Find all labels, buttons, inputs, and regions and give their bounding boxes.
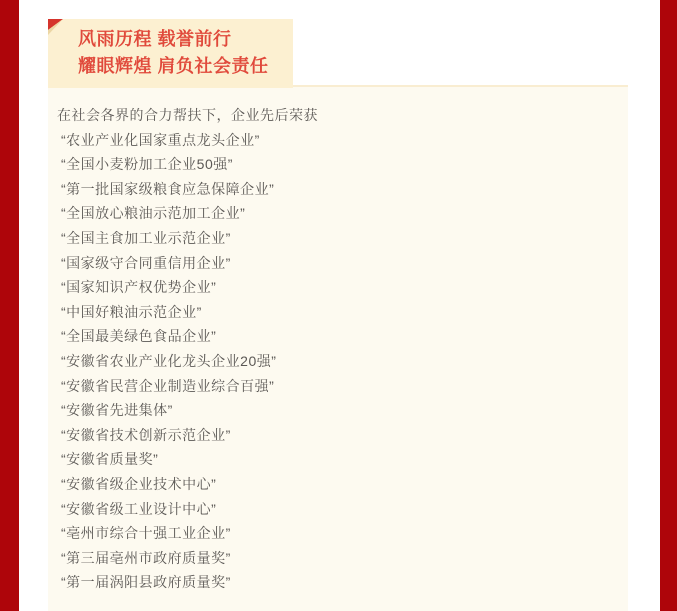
honor-item: “全国最美绿色食品企业” [61,328,217,345]
honor-item: “安徽省级企业技术中心” [61,475,217,492]
honor-item: “亳州市综合十强工业企业” [61,525,231,542]
section-header-banner [48,19,293,88]
honor-item: “第三届亳州市政府质量奖” [61,549,231,566]
honor-item: “全国小麦粉加工企业50强” [61,156,233,173]
honor-item: “安徽省民营企业制造业综合百强” [61,377,275,394]
honor-item: “安徽省级工业设计中心” [61,500,217,517]
banner-title-line-2: 耀眼辉煌 肩负社会责任 [78,56,269,76]
honor-item: “全国放心粮油示范加工企业” [61,205,246,222]
honor-item: “中国好粮油示范企业” [61,303,202,320]
honor-item: “国家级守合同重信用企业” [61,254,231,271]
honor-item: “第一届涡阳县政府质量奖” [61,574,231,591]
honor-item: “安徽省先进集体” [61,402,173,419]
honor-item: “安徽省技术创新示范企业” [61,426,231,443]
honor-item: “第一批国家级粮食应急保障企业” [61,180,275,197]
honor-item: “安徽省农业产业化龙头企业20强” [61,352,277,369]
honor-item: “农业产业化国家重点龙头企业” [61,131,260,148]
folded-corner-icon [48,19,64,36]
left-red-border [0,0,19,611]
intro-text: 在社会各界的合力帮扶下，企业先后荣获 [57,107,318,123]
honor-item: “安徽省质量奖” [61,451,159,468]
honor-item: “国家知识产权优势企业” [61,279,217,296]
right-red-border [660,0,677,611]
honor-item: “全国主食加工业示范企业” [61,229,231,246]
banner-title-line-1: 风雨历程 载誉前行 [78,29,232,49]
honors-card [48,85,628,611]
